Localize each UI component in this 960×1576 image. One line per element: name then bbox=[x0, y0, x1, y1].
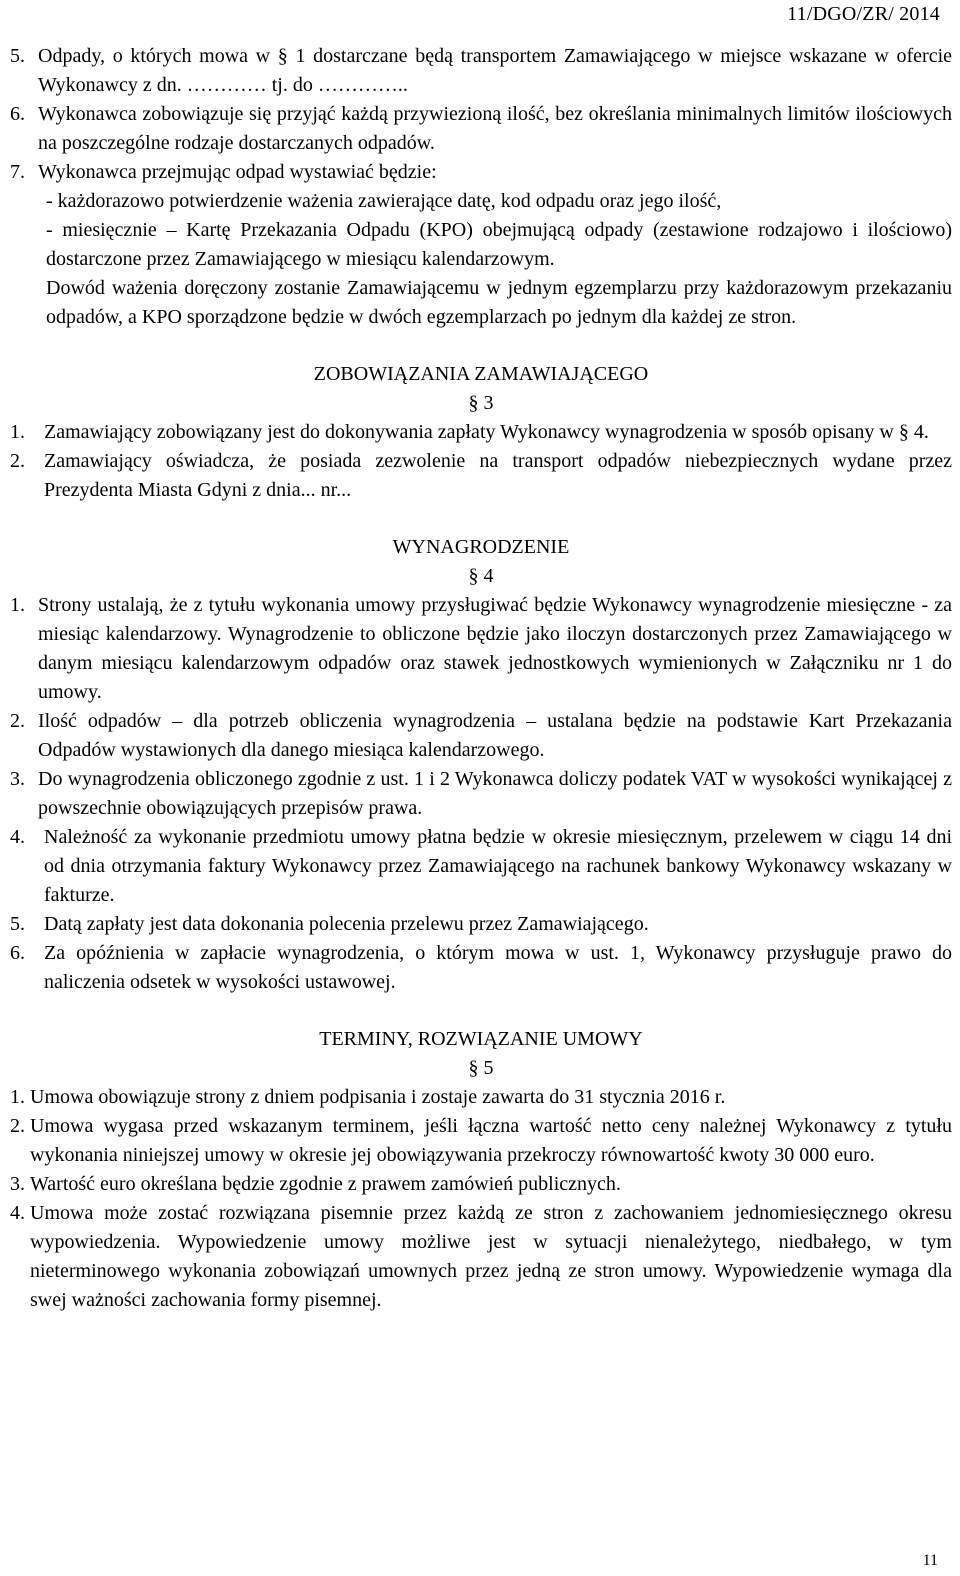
document-reference: 11/DGO/ZR/ 2014 bbox=[787, 3, 940, 25]
document-body bbox=[10, 42, 952, 1315]
clause-7-proof: Dowód ważenia doręczony zostanie Zamawiającemu w jednym egzemplarzu przy każdorazowym przekazaniu odpadów, a KPO sporządzone będzie w dwóch egzemplarzach po jednym dla każdej ze stron. bbox=[46, 277, 952, 328]
clause-text: Wartość euro określana będzie zgodnie z prawem zamówień publicznych. bbox=[30, 1173, 621, 1195]
clause-number: 2. bbox=[10, 1115, 25, 1137]
section-3-item-2 bbox=[10, 447, 952, 505]
clause-item-6 bbox=[10, 100, 952, 158]
clause-number: 1. bbox=[10, 421, 25, 443]
clause-text: Zamawiający oświadcza, że posiada zezwolenie na transport odpadów niebezpiecznych wydane przez Prezydenta Miasta Gdyni z dnia... nr... bbox=[44, 450, 952, 501]
section-4-title: WYNAGRODZENIE bbox=[392, 536, 570, 558]
clause-item-7 bbox=[10, 158, 952, 187]
clause-number: 3. bbox=[10, 1173, 25, 1195]
clause-text: Umowa może zostać rozwiązana pisemnie przez każdą ze stron z zachowaniem jednomiesięcznego okresu wypowiedzenia. Wypowiedzenie umowy możliwe jest w sytuacji nienależytego, niedbałego, w tym nieterminowego wykonania zobowiązań umownych przez jedną ze stron umowy. Wypowiedzenie wymaga dla swej ważności zachowania formy pisemnej. bbox=[30, 1202, 952, 1311]
page-number: 11 bbox=[922, 1552, 938, 1569]
section-3-paragraph-mark: § 3 bbox=[468, 392, 494, 414]
clause-number: 7. bbox=[10, 161, 25, 183]
clause-text: Strony ustalają, że z tytułu wykonania umowy przysługiwać będzie Wykonawcy wynagrodzenie miesięczne - za miesiąc kalendarzowy. Wynagrodzenie to obliczone będzie jako iloczyn dostarczonych przez Zamawiającego w danym miesiącu kalendarzowym odpadów oraz stawek jednostkowych wymienionych w Załączniku nr 1 do umowy. bbox=[38, 594, 952, 703]
clause-text: Za opóźnienia w zapłacie wynagrodzenia, o którym mowa w ust. 1, Wykonawcy przysługuje prawo do naliczenia odsetek w wysokości ustawowej. bbox=[44, 942, 952, 993]
clause-7-line-kpo: - miesięcznie – Kartę Przekazania Odpadu (KPO) obejmującą odpady (zestawione rodzajowo i ilościowo) dostarczone przez Zamawiającego w miesiącu kalendarzowym. bbox=[46, 219, 952, 270]
clause-text: Wykonawca przejmując odpad wystawiać będzie: bbox=[38, 161, 437, 183]
clause-number: 6. bbox=[10, 942, 25, 964]
section-5-item-4 bbox=[10, 1199, 952, 1315]
section-5-paragraph-mark: § 5 bbox=[468, 1057, 494, 1079]
section-4-item-5 bbox=[10, 910, 952, 939]
section-5-item-2 bbox=[10, 1112, 952, 1170]
clause-number: 5. bbox=[10, 45, 25, 67]
section-4-item-3 bbox=[10, 765, 952, 823]
section-5-item-3 bbox=[10, 1170, 952, 1199]
clause-text: Zamawiający zobowiązany jest do dokonywania zapłaty Wykonawcy wynagrodzenia w sposób opisany w § 4. bbox=[44, 421, 929, 443]
section-4-item-6 bbox=[10, 939, 952, 997]
clause-number: 4. bbox=[10, 826, 25, 848]
section-5-title: TERMINY, ROZWIĄZANIE UMOWY bbox=[319, 1028, 643, 1050]
clause-number: 6. bbox=[10, 103, 25, 125]
clause-number: 1. bbox=[10, 1086, 25, 1108]
clause-text: Datą zapłaty jest data dokonania polecenia przelewu przez Zamawiającego. bbox=[44, 913, 649, 935]
clause-text: Umowa wygasa przed wskazanym terminem, jeśli łączna wartość netto ceny należnej Wykonawcy z tytułu wykonania niniejszej umowy w okresie jej obowiązywania przekroczy równowartość kwoty 30 000 euro. bbox=[30, 1115, 952, 1166]
clause-number: 2. bbox=[10, 450, 25, 472]
clause-number: 1. bbox=[10, 594, 25, 616]
section-4-item-2 bbox=[10, 707, 952, 765]
section-3-item-1 bbox=[10, 418, 952, 447]
clause-text: Należność za wykonanie przedmiotu umowy płatna będzie w okresie miesięcznym, przelewem w ciągu 14 dni od dnia otrzymania faktury Wykonawcy przez Zamawiającego na rachunek bankowy Wykonawcy wskazany w fakturze. bbox=[44, 826, 952, 906]
clause-number: 4. bbox=[10, 1202, 25, 1224]
clause-text: Wykonawca zobowiązuje się przyjąć każdą przywiezioną ilość, bez określania minimalnych limitów ilościowych na poszczególne rodzaje dostarczanych odpadów. bbox=[38, 103, 952, 154]
clause-text: Ilość odpadów – dla potrzeb obliczenia wynagrodzenia – ustalana będzie na podstawie Kart Przekazania Odpadów wystawionych dla danego miesiąca kalendarzowego. bbox=[38, 710, 952, 761]
section-4-item-1 bbox=[10, 591, 952, 707]
clause-7-line-weighing: - każdorazowo potwierdzenie ważenia zawierające datę, kod odpadu oraz jego ilość, bbox=[46, 190, 722, 212]
section-5-item-1 bbox=[10, 1083, 952, 1112]
clause-item-5 bbox=[10, 42, 952, 100]
clause-text: Umowa obowiązuje strony z dniem podpisania i zostaje zawarta do 31 stycznia 2016 r. bbox=[30, 1086, 726, 1108]
clause-number: 5. bbox=[10, 913, 25, 935]
clause-text: Do wynagrodzenia obliczonego zgodnie z ust. 1 i 2 Wykonawca doliczy podatek VAT w wysokości wynikającej z powszechnie obowiązujących przepisów prawa. bbox=[38, 768, 952, 819]
section-4-item-4 bbox=[10, 823, 952, 910]
clause-number: 3. bbox=[10, 768, 25, 790]
clause-text: Odpady, o których mowa w § 1 dostarczane będą transportem Zamawiającego w miejsce wskazane w ofercie Wykonawcy z dn. ………… tj. do ………….. bbox=[38, 45, 952, 96]
section-4-paragraph-mark: § 4 bbox=[468, 565, 494, 587]
section-3-title: ZOBOWIĄZANIA ZAMAWIAJĄCEGO bbox=[313, 363, 649, 385]
clause-number: 2. bbox=[10, 710, 25, 732]
